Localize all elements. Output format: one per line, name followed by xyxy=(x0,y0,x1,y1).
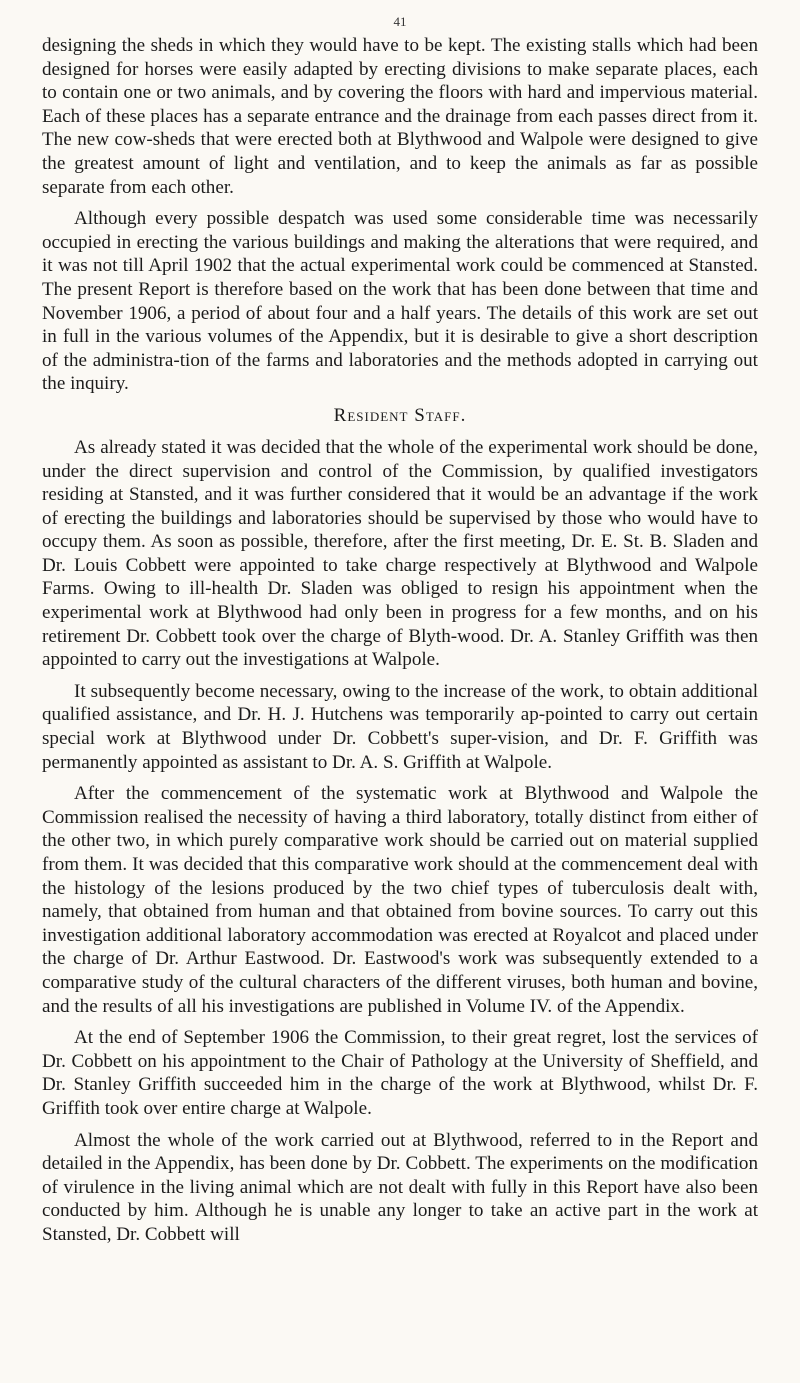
paragraph-additional-assistance: It subsequently become necessary, owing to the increase of the work, to obtain additional qualified assistance, and Dr. H. J. Hutchens was temporarily ap-pointed to carry out certain special work at Blythwood under Dr. Cobbett's super-vision, and Dr. F. Griffith was permanently appointed as assistant to Dr. A. S. Griffith at Walpole. xyxy=(42,680,758,773)
paragraph-third-laboratory: After the commencement of the systematic work at Blythwood and Walpole the Commission realised the necessity of having a third laboratory, totally distinct from either of the other two, in which purely comparative work should be carried out on material supplied from them. It was decided that this comparative work should at the commencement deal with the histology of the lesions produced by the two chief types of tuberculosis dealt with, namely, that obtained from human and that obtained from bovine sources. To carry out this investigation additional laboratory accommodation was erected at Royalcot and placed under the charge of Dr. Arthur Eastwood. Dr. Eastwood's work was subsequently extended to a comparative study of the cultural characters of the different viruses, both human and bovine, and the results of all his investigations are published in Volume IV. of the Appendix. xyxy=(42,783,758,1017)
section-heading-resident-staff: Resident Staff. xyxy=(333,404,467,426)
paragraph-investigators: As already stated it was decided that the whole of the experimental work should be done, under the direct supervision and control of the Commission, by qualified investigators residing at Stansted, and it was further considered that it would be an advantage if the work of erecting the buildings and laboratories should be supervised by those who would have to occupy them. As soon as possible, therefore, after the first meeting, Dr. E. St. B. Sladen and Dr. Louis Cobbett were appointed to take charge respectively at Blythwood and Walpole Farms. Owing to ill-health Dr. Sladen was obliged to resign his appointment when the experimental work at Blythwood had only been in progress for a few months, and on his retirement Dr. Cobbett took over the charge of Blyth-wood. Dr. A. Stanley Griffith was then appointed to carry out the investigations at Walpole. xyxy=(42,436,758,671)
paragraph-sheds: designing the sheds in which they would have to be kept. The existing stalls which had been designed for horses were easily adapted by erecting divisions to make separate places, each to contain one or two animals, and by covering the floors with hard and impervious material. Each of these places has a separate entrance and the drainage from each passes direct from it. The new cow-sheds that were erected both at Blythwood and Walpole were designed to give the greatest amount of light and ventilation, and to keep the animals as far as possible separate from each other. xyxy=(42,35,758,198)
paragraph-september-1906: At the end of September 1906 the Commission, to their great regret, lost the services of Dr. Cobbett on his appointment to the Chair of Pathology at the University of Sheffield, and Dr. Stanley Griffith succeeded him in the charge of the work at Blythwood, whilst Dr. F. Griffith took over entire charge at Walpole. xyxy=(42,1027,758,1119)
page-number: 41 xyxy=(393,14,407,29)
document-body xyxy=(42,34,758,1255)
paragraph-despatch: Although every possible despatch was used some considerable time was necessarily occupied in erecting the various buildings and making the alterations that were required, and it was not till April 1902 that the actual experimental work could be commenced at Stansted. The present Report is therefore based on the work that has been done between that time and November 1906, a period of about four and a half years. The details of this work are set out in full in the various volumes of the Appendix, but it is desirable to give a short description of the administra-tion of the farms and laboratories and the methods adopted in carrying out the inquiry. xyxy=(42,208,758,395)
paragraph-blythwood-work: Almost the whole of the work carried out at Blythwood, referred to in the Report and detailed in the Appendix, has been done by Dr. Cobbett. The experiments on the modification of virulence in the living animal which are not dealt with fully in this Report have also been conducted by him. Although he is unable any longer to take an active part in the work at Stansted, Dr. Cobbett will xyxy=(42,1129,758,1245)
